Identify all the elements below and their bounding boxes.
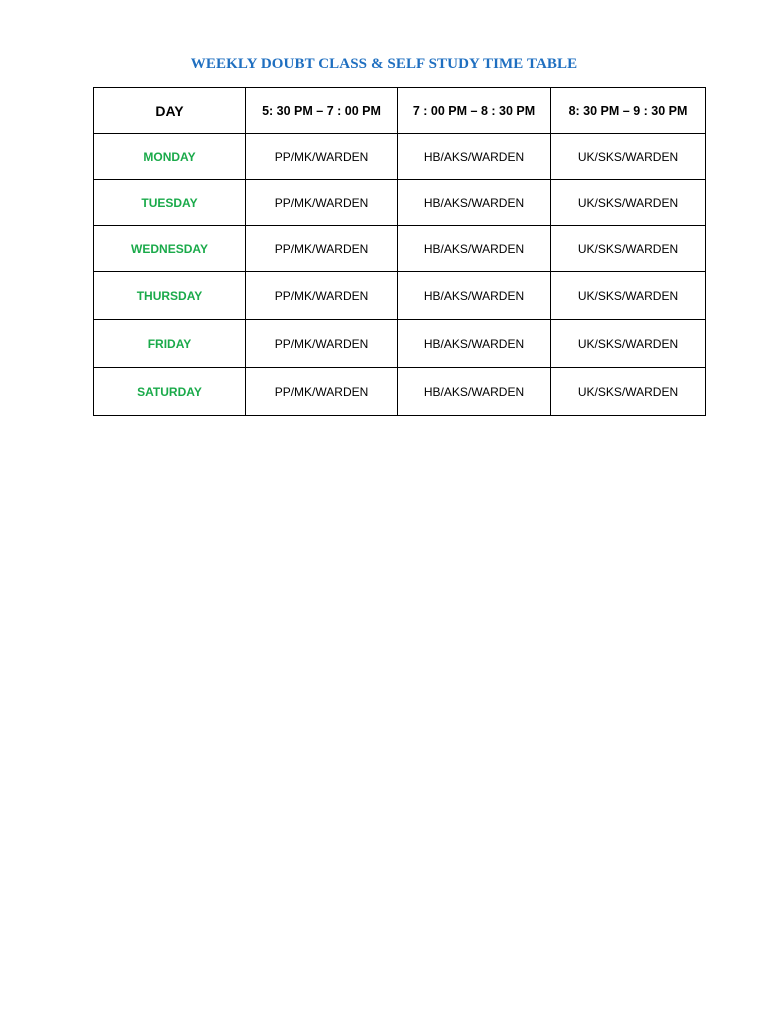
table-row: [94, 134, 706, 180]
table-header-row: [94, 88, 706, 134]
slot-cell: UK/SKS/WARDEN: [551, 134, 706, 180]
slot-cell: HB/AKS/WARDEN: [398, 226, 551, 272]
column-header-slot-2: 7 : 00 PM – 8 : 30 PM: [398, 88, 551, 134]
slot-cell: UK/SKS/WARDEN: [551, 368, 706, 416]
column-header-slot-3: 8: 30 PM – 9 : 30 PM: [551, 88, 706, 134]
slot-cell: PP/MK/WARDEN: [246, 180, 398, 226]
slot-cell: PP/MK/WARDEN: [246, 368, 398, 416]
day-cell: TUESDAY: [94, 180, 246, 226]
day-cell: WEDNESDAY: [94, 226, 246, 272]
day-cell: FRIDAY: [94, 320, 246, 368]
table-row: [94, 272, 706, 320]
slot-cell: HB/AKS/WARDEN: [398, 320, 551, 368]
slot-cell: HB/AKS/WARDEN: [398, 368, 551, 416]
slot-cell: HB/AKS/WARDEN: [398, 134, 551, 180]
slot-cell: PP/MK/WARDEN: [246, 320, 398, 368]
column-header-slot-1: 5: 30 PM – 7 : 00 PM: [246, 88, 398, 134]
table-row: [94, 368, 706, 416]
table-row: [94, 226, 706, 272]
day-cell: SATURDAY: [94, 368, 246, 416]
day-cell: THURSDAY: [94, 272, 246, 320]
table-row: [94, 320, 706, 368]
page-title: WEEKLY DOUBT CLASS & SELF STUDY TIME TABLE: [190, 56, 578, 72]
slot-cell: PP/MK/WARDEN: [246, 272, 398, 320]
timetable: [93, 87, 706, 416]
column-header-day: DAY: [94, 88, 246, 134]
slot-cell: HB/AKS/WARDEN: [398, 272, 551, 320]
slot-cell: UK/SKS/WARDEN: [551, 226, 706, 272]
slot-cell: PP/MK/WARDEN: [246, 134, 398, 180]
slot-cell: HB/AKS/WARDEN: [398, 180, 551, 226]
day-cell: MONDAY: [94, 134, 246, 180]
slot-cell: PP/MK/WARDEN: [246, 226, 398, 272]
table-row: [94, 180, 706, 226]
slot-cell: UK/SKS/WARDEN: [551, 180, 706, 226]
slot-cell: UK/SKS/WARDEN: [551, 320, 706, 368]
slot-cell: UK/SKS/WARDEN: [551, 272, 706, 320]
